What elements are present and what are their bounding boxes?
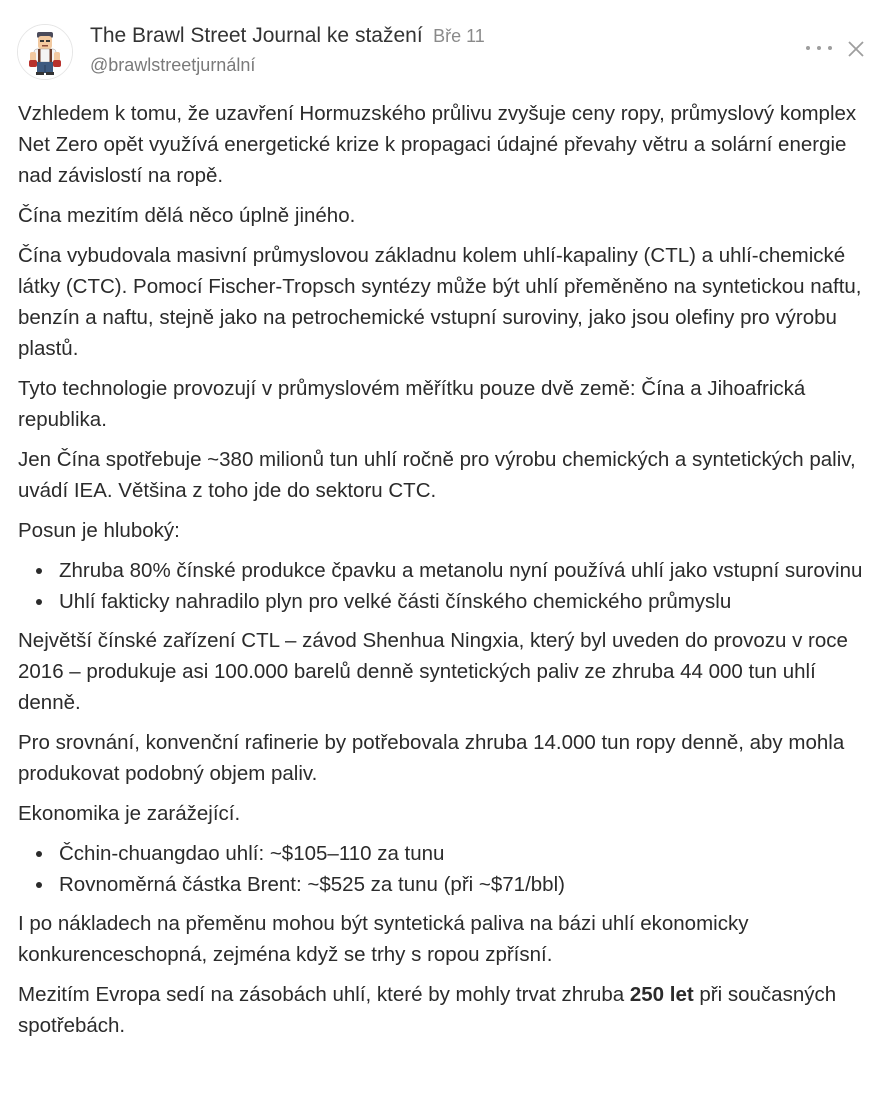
paragraph: Ekonomika je zarážející. [18,802,241,825]
avatar[interactable] [17,24,73,80]
close-icon [846,39,866,59]
close-button[interactable] [846,39,866,59]
paragraph: Tyto technologie provozují v průmyslovém měřítku pouze dvě země: Čína a Jihoafrická republika. [18,377,806,431]
author-name[interactable]: The Brawl Street Journal ke stažení [90,24,423,47]
paragraph: Čína vybudovala masivní průmyslovou základnu kolem uhlí-kapaliny (CTL) a uhlí-chemické látky (CTC). Pomocí Fischer-Tropsch syntézy může být uhlí přeměněno na syntetickou naftu, benzín a naftu, stejně jako na petrochemické vstupní suroviny, jako jsou olefiny pro výrobu plastů. [18,244,862,360]
list-item: Rovnoměrná částka Brent: ~$525 za tunu (při ~$71/bbl) [59,869,870,900]
text-segment: při současných spotřebách. [18,983,837,1037]
bullet-list-shift [18,555,870,617]
paragraph: Největší čínské zařízení CTL – závod Shenhua Ningxia, který byl uveden do provozu v roce 2016 – produkuje asi 100.000 barelů denně syntetických paliv ze zhruba 44 000 tun uhlí denně. [18,629,848,714]
list-item: Čchin-chuangdao uhlí: ~$105–110 za tunu [59,838,870,869]
paragraph: Vzhledem k tomu, že uzavření Hormuzského průlivu zvyšuje ceny ropy, průmyslový komplex Net Zero opět využívá energetické krize k propagaci údajné převahy větru a solární energie nad závislostí na ropě. [18,102,857,187]
post-body [18,98,870,1050]
paragraph: Pro srovnání, konvenční rafinerie by potřebovala zhruba 14.000 tun ropy denně, aby mohla produkovat podobný objem paliv. [18,731,845,785]
title-row [90,24,485,48]
cartoon-man-avatar-icon [18,25,72,79]
paragraph: Čína mezitím dělá něco úplně jiného. [18,204,356,227]
more-horizontal-icon-dot [828,46,832,50]
more-options-button[interactable] [806,38,832,58]
bold-emphasis: 250 let [629,983,694,1006]
paragraph: Jen Čína spotřebuje ~380 milionů tun uhlí ročně pro výrobu chemických a syntetických paliv, uvádí IEA. Většina z toho jde do sektoru CTC. [18,448,856,502]
bullet-list-economics [18,838,870,900]
more-horizontal-icon-dot [817,46,821,50]
text-segment: Mezitím Evropa sedí na zásobách uhlí, které by mohly trvat zhruba [18,983,630,1006]
list-item: Zhruba 80% čínské produkce čpavku a metanolu nyní používá uhlí jako vstupní surovinu [59,555,870,586]
more-horizontal-icon-dot [806,46,810,50]
list-item: Uhlí fakticky nahradilo plyn pro velké části čínského chemického průmyslu [59,586,870,617]
paragraph-final [18,979,870,1041]
author-handle[interactable]: @brawlstreetjurnální [90,55,256,75]
paragraph: I po nákladech na přeměnu mohou být syntetická paliva na bázi uhlí ekonomicky konkurenceschopná, zejména když se trhy s ropou zpřísní. [18,912,749,966]
paragraph: Posun je hluboký: [18,519,180,542]
post-date: Bře 11 [433,26,485,46]
post-header [0,0,882,95]
